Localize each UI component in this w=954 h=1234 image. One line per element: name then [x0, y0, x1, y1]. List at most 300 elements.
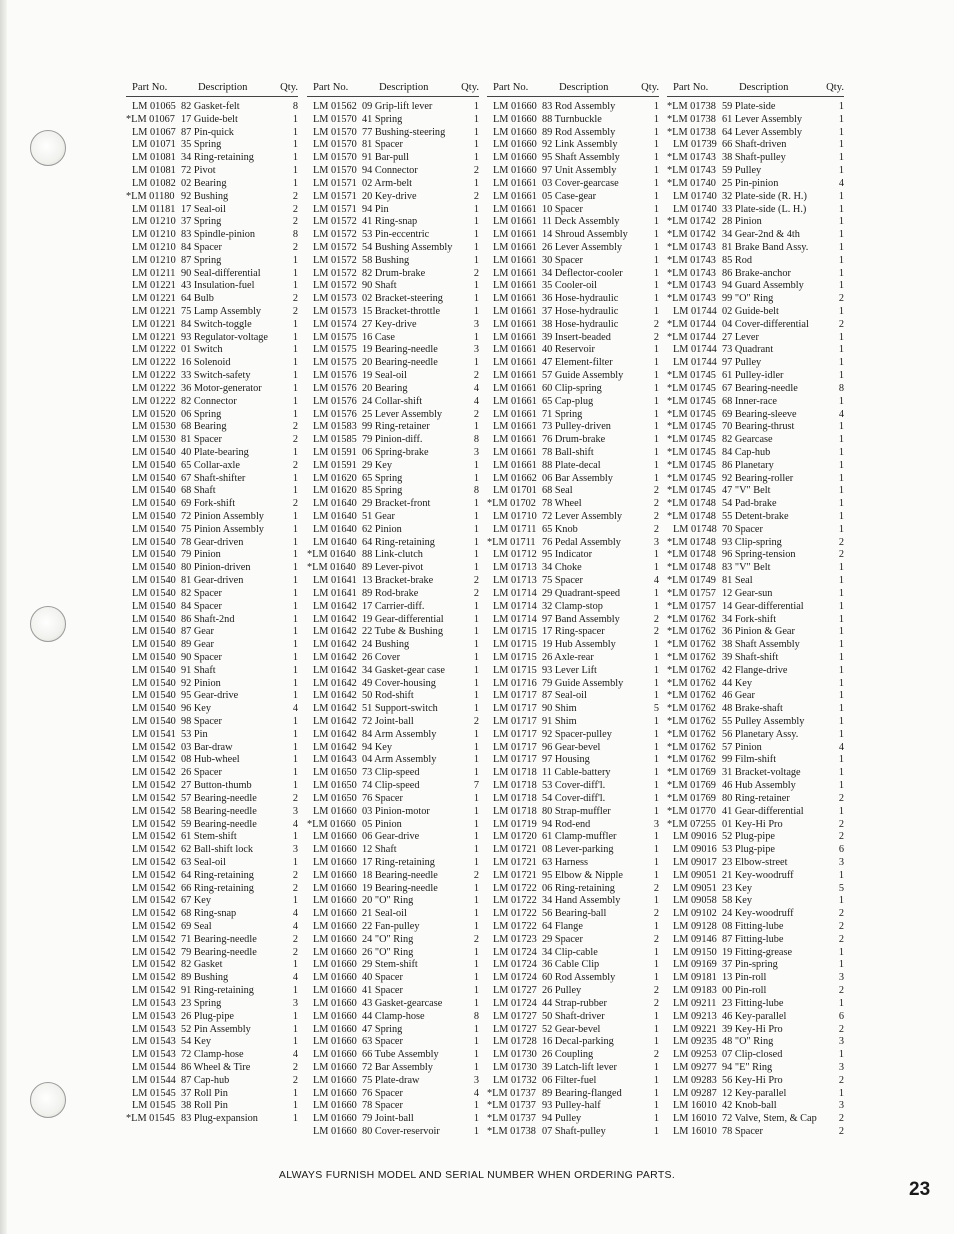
part-number: LM 01723 [493, 933, 537, 945]
part-quantity: 1 [838, 254, 844, 266]
part-row [307, 165, 479, 178]
part-row [487, 895, 659, 908]
part-row [307, 575, 479, 588]
part-row [307, 793, 479, 806]
part-quantity: 2 [292, 421, 298, 433]
part-number: *LM 01545 [126, 1113, 175, 1125]
part-quantity: 1 [473, 613, 479, 625]
part-number: LM 01715 [493, 626, 537, 638]
part-description: 73 Clip-speed [362, 767, 420, 779]
part-row [126, 396, 298, 409]
part-row [667, 614, 844, 627]
part-description: 83 Spindle-pinion [181, 229, 256, 241]
part-description: 74 Clip-speed [362, 780, 420, 792]
part-row [126, 857, 298, 870]
part-quantity: 2 [473, 869, 479, 881]
part-row [487, 729, 659, 742]
part-description: 79 Guide Assembly [542, 677, 624, 689]
part-quantity: 1 [838, 126, 844, 138]
part-quantity: 1 [838, 280, 844, 292]
part-row [126, 152, 298, 165]
part-row [126, 588, 298, 601]
part-description: 50 Shaft-driver [542, 1010, 605, 1022]
part-quantity: 1 [292, 113, 298, 125]
part-number: LM 01661 [493, 344, 537, 356]
part-quantity: 2 [838, 985, 844, 997]
part-number: LM 01718 [493, 805, 537, 817]
part-description: 83 Plug-expansion [181, 1113, 258, 1125]
part-quantity: 1 [473, 985, 479, 997]
part-number: LM 01716 [493, 677, 537, 689]
part-description: 68 Ring-snap [181, 908, 237, 920]
part-description: 53 Plug-pipe [722, 844, 775, 856]
part-row [126, 127, 298, 140]
part-row [487, 473, 659, 486]
part-number: LM 01530 [132, 421, 176, 433]
part-number: LM 01574 [313, 318, 357, 330]
part-number: LM 01714 [493, 600, 537, 612]
part-quantity: 1 [838, 754, 844, 766]
part-number: LM 01542 [132, 946, 176, 958]
part-row [307, 409, 479, 422]
part-quantity: 1 [838, 959, 844, 971]
part-quantity: 1 [292, 600, 298, 612]
part-number: *LM 01743 [667, 280, 716, 292]
part-description: 15 Bracket-throttle [362, 306, 441, 317]
part-description: 80 Strap-muffler [542, 805, 611, 817]
part-quantity: 1 [838, 446, 844, 458]
part-quantity: 1 [473, 651, 479, 663]
part-description: 04 Arm Assembly [362, 754, 437, 766]
part-number: LM 01724 [493, 946, 537, 958]
part-quantity: 1 [653, 856, 659, 868]
part-row [126, 485, 298, 498]
part-quantity: 1 [838, 869, 844, 881]
part-row [126, 831, 298, 844]
part-description: 97 Band Assembly [542, 613, 620, 625]
part-row [667, 511, 844, 524]
part-quantity: 2 [292, 1074, 298, 1086]
part-number: LM 09102 [673, 908, 717, 920]
part-number: *LM 01743 [667, 241, 716, 253]
part-description: 99 Ring-retainer [362, 421, 430, 433]
part-row [487, 332, 659, 345]
part-quantity: 1 [473, 536, 479, 548]
part-description: 18 Bearing-needle [362, 869, 438, 881]
part-number: LM 01661 [493, 190, 537, 202]
part-row [667, 280, 844, 293]
part-description: 42 Knob-ball [722, 1100, 777, 1112]
part-description: 67 Bearing-needle [722, 382, 798, 394]
part-number: *LM 01738 [487, 1126, 536, 1137]
part-quantity: 1 [292, 1100, 298, 1112]
part-quantity: 1 [292, 575, 298, 587]
part-row [487, 908, 659, 921]
part-description: 88 Link-clutch [362, 549, 423, 561]
part-number: LM 01540 [132, 472, 176, 484]
part-quantity: 1 [292, 126, 298, 138]
part-number: LM 01717 [493, 728, 537, 740]
part-row [126, 268, 298, 281]
part-description: 51 Gear [362, 511, 395, 522]
part-description: 82 Gearcase [722, 434, 773, 446]
part-quantity: 1 [838, 485, 844, 497]
part-quantity: 1 [838, 459, 844, 471]
part-row [487, 1024, 659, 1037]
part-quantity: 1 [838, 498, 844, 510]
part-quantity: 1 [292, 344, 298, 356]
part-description: 19 Fitting-grease [722, 946, 793, 958]
part-quantity: 1 [838, 587, 844, 599]
part-row [307, 959, 479, 972]
part-quantity: 3 [473, 1074, 479, 1086]
part-number: LM 01222 [132, 395, 176, 407]
part-quantity: 1 [473, 113, 479, 125]
part-row [307, 293, 479, 306]
part-description: 29 Key [362, 459, 393, 471]
part-description: 02 Bearing [181, 177, 227, 189]
part-description: 82 Gasket-felt [181, 101, 240, 112]
part-row [667, 191, 844, 204]
part-description: 77 Bushing-steering [362, 126, 446, 138]
part-number: LM 01562 [313, 101, 357, 112]
part-number: LM 01717 [493, 703, 537, 715]
part-row [307, 101, 479, 114]
part-description: 72 Lever Assembly [542, 511, 623, 522]
part-description: 72 Bar Assembly [362, 1061, 433, 1073]
part-number: *LM 01762 [667, 690, 716, 702]
part-description: 31 Bracket-voltage [722, 767, 801, 779]
part-row [126, 549, 298, 562]
part-row [126, 793, 298, 806]
part-number: LM 01570 [313, 113, 357, 125]
part-number: LM 01542 [132, 818, 176, 830]
part-row [126, 639, 298, 652]
part-number: LM 01221 [132, 306, 176, 317]
part-description: 42 Flange-drive [722, 664, 788, 676]
part-number: LM 01543 [132, 1023, 176, 1035]
part-quantity: 2 [838, 293, 844, 305]
part-description: 82 Spacer [181, 587, 222, 599]
part-quantity: 1 [838, 1087, 844, 1099]
part-quantity: 1 [838, 997, 844, 1009]
part-description: 66 Shaft-driven [722, 139, 787, 151]
part-description: 44 Strap-rubber [542, 997, 607, 1009]
part-description: 68 Bearing [181, 421, 227, 433]
part-description: 27 Lever [722, 331, 759, 343]
part-description: 40 Spacer [362, 972, 403, 984]
part-quantity: 8 [292, 229, 298, 241]
part-quantity: 1 [653, 216, 659, 228]
part-row [126, 473, 298, 486]
part-description: 96 Spring-tension [722, 549, 796, 561]
ordering-note: ALWAYS FURNISH MODEL AND SERIAL NUMBER WHEN ORDERING PARTS. [278, 1169, 676, 1181]
part-quantity: 3 [292, 844, 298, 856]
part-description: 39 Latch-lift lever [542, 1061, 617, 1073]
part-quantity: 3 [292, 805, 298, 817]
part-row [487, 409, 659, 422]
part-description: 79 Joint-ball [362, 1113, 414, 1125]
part-quantity: 1 [473, 1036, 479, 1048]
part-number: LM 01572 [313, 229, 357, 241]
part-description: 64 Bulb [181, 293, 214, 305]
part-number: *LM 01745 [667, 434, 716, 446]
part-description: 68 Seal [542, 485, 573, 497]
part-quantity: 1 [473, 626, 479, 638]
part-description: 71 Bearing-needle [181, 933, 257, 945]
part-quantity: 1 [838, 575, 844, 587]
part-row [667, 421, 844, 434]
part-number: *LM 01762 [667, 613, 716, 625]
part-description: 05 Pinion [362, 818, 402, 830]
part-quantity: 1 [292, 562, 298, 574]
part-number: LM 01730 [493, 1061, 537, 1073]
part-quantity: 1 [292, 831, 298, 843]
part-quantity: 2 [838, 921, 844, 932]
part-description: 24 "O" Ring [362, 933, 414, 945]
part-row [126, 1100, 298, 1113]
part-number: LM 01570 [313, 126, 357, 138]
part-quantity: 1 [838, 216, 844, 228]
part-row [126, 985, 298, 998]
part-row [487, 421, 659, 434]
part-quantity: 1 [653, 101, 659, 112]
part-description: 26 Plug-pipe [181, 1010, 234, 1022]
part-number: LM 01661 [493, 434, 537, 446]
part-description: 03 Pinion-motor [362, 805, 430, 817]
part-quantity: 2 [292, 241, 298, 253]
part-number: LM 01660 [313, 972, 357, 984]
part-number: LM 01575 [313, 344, 357, 356]
part-row [307, 191, 479, 204]
part-row [126, 460, 298, 473]
part-number: LM 01661 [493, 357, 537, 369]
part-row [487, 1062, 659, 1075]
part-row [487, 524, 659, 537]
part-description: 86 Wheel & Tire [181, 1061, 251, 1073]
part-description: 50 Rod-shift [362, 690, 414, 702]
part-row [126, 447, 298, 460]
part-description: 79 Pinion [181, 549, 221, 561]
part-row [487, 806, 659, 819]
part-description: 66 Ring-retaining [181, 882, 254, 894]
part-description: 94 Pulley [542, 1113, 582, 1125]
part-description: 87 Pin-quick [181, 126, 234, 138]
part-number: LM 01721 [493, 844, 537, 856]
part-row [667, 549, 844, 562]
part-quantity: 1 [653, 241, 659, 253]
part-number: LM 01570 [313, 139, 357, 151]
part-number: LM 01640 [313, 498, 357, 510]
part-description: 84 Spacer [181, 241, 222, 253]
part-row [667, 793, 844, 806]
part-number: LM 01712 [493, 549, 537, 561]
part-description: 08 Hub-wheel [181, 754, 240, 766]
part-number: *LM 01660 [307, 818, 356, 830]
part-description: 26 Pulley [542, 985, 582, 997]
part-row [487, 1036, 659, 1049]
part-quantity: 1 [473, 972, 479, 984]
part-quantity: 1 [473, 600, 479, 612]
part-description: 96 Gear-bevel [542, 741, 601, 753]
part-row [307, 216, 479, 229]
part-description: 89 Bearing-flanged [542, 1087, 622, 1099]
part-row [487, 742, 659, 755]
part-number: *LM 01757 [667, 587, 716, 599]
part-row [126, 665, 298, 678]
part-number: LM 01221 [132, 331, 176, 343]
part-row [307, 152, 479, 165]
part-number: LM 01722 [493, 895, 537, 907]
part-row [126, 280, 298, 293]
part-row [667, 742, 844, 755]
part-number: LM 01540 [132, 690, 176, 702]
part-quantity: 1 [473, 254, 479, 266]
part-row [667, 1100, 844, 1113]
part-description: 37 Roll Pin [181, 1087, 228, 1099]
part-description: 92 Link Assembly [542, 139, 618, 151]
part-row [307, 652, 479, 665]
part-number: LM 01642 [313, 728, 357, 740]
part-description: 29 Quadrant-speed [542, 587, 621, 599]
part-quantity: 1 [473, 805, 479, 817]
part-description: 38 Roll Pin [181, 1100, 228, 1112]
part-quantity: 4 [473, 395, 479, 407]
part-quantity: 3 [838, 1061, 844, 1073]
part-row [307, 614, 479, 627]
part-description: 07 Clip-closed [722, 1049, 783, 1061]
part-quantity: 1 [473, 844, 479, 856]
part-description: 82 Drum-brake [362, 267, 426, 279]
part-row [126, 1036, 298, 1049]
part-quantity: 3 [473, 446, 479, 458]
part-number: LM 01540 [132, 716, 176, 727]
part-quantity: 1 [473, 549, 479, 561]
part-number: LM 01715 [493, 664, 537, 676]
part-quantity: 1 [473, 331, 479, 343]
part-description: 14 Shroud Assembly [542, 229, 628, 241]
part-number: LM 01715 [493, 639, 537, 651]
part-quantity: 1 [473, 959, 479, 971]
part-row [126, 204, 298, 217]
part-row [126, 703, 298, 716]
part-quantity: 2 [292, 498, 298, 510]
part-number: LM 01717 [493, 754, 537, 766]
part-description: 75 Spacer [542, 575, 583, 587]
part-quantity: 1 [473, 690, 479, 702]
part-description: 19 Seal-oil [362, 370, 407, 382]
part-row [126, 409, 298, 422]
part-quantity: 1 [473, 293, 479, 305]
part-description: 88 Turnbuckle [542, 113, 602, 125]
part-description: 20 Bearing-needle [362, 357, 438, 369]
part-description: 65 Knob [542, 523, 578, 535]
part-row [126, 767, 298, 780]
part-description: 44 Key [722, 677, 753, 689]
part-description: 41 Gear-differential [722, 805, 804, 817]
part-row [307, 1100, 479, 1113]
part-description: 06 Spring [181, 408, 222, 420]
part-quantity: 1 [292, 1010, 298, 1022]
part-description: 57 Bearing-needle [181, 792, 257, 804]
part-quantity: 3 [653, 818, 659, 830]
part-description: 07 Shaft-pulley [542, 1126, 606, 1137]
part-number: LM 01540 [132, 562, 176, 574]
part-quantity: 2 [653, 523, 659, 535]
part-number: LM 01640 [313, 536, 357, 548]
part-description: 33 Plate-side (L. H.) [722, 203, 807, 215]
header-part-no: Part No. [673, 82, 709, 93]
part-description: 56 Key-Hi Pro [722, 1074, 783, 1086]
part-description: 87 Fitting-lube [722, 933, 784, 945]
part-description: 90 Shaft [362, 280, 397, 292]
part-description: 93 Pulley-half [542, 1100, 601, 1112]
part-quantity: 3 [473, 344, 479, 356]
part-quantity: 1 [838, 165, 844, 177]
part-number: LM 01744 [673, 344, 717, 356]
part-number: LM 01540 [132, 549, 176, 561]
binder-hole [30, 1082, 66, 1118]
part-row [487, 562, 659, 575]
part-number: LM 01221 [132, 293, 176, 305]
part-row [487, 959, 659, 972]
part-number: LM 01642 [313, 664, 357, 676]
part-quantity: 1 [653, 562, 659, 574]
part-description: 54 Cover-diff'l. [542, 792, 606, 804]
part-row [307, 229, 479, 242]
part-quantity: 4 [473, 1087, 479, 1099]
part-number: LM 01620 [313, 472, 357, 484]
part-quantity: 1 [473, 856, 479, 868]
part-description: 59 Pulley [722, 165, 762, 177]
part-description: 69 Seal [181, 921, 212, 932]
part-description: 96 Key [181, 703, 212, 715]
part-row [667, 575, 844, 588]
part-quantity: 1 [653, 754, 659, 766]
part-quantity: 1 [838, 895, 844, 907]
part-description: 01 Switch [181, 344, 223, 356]
part-quantity: 4 [653, 575, 659, 587]
part-description: 87 Gear [181, 626, 214, 638]
part-row [307, 562, 479, 575]
part-description: 34 Gear-2nd & 4th [722, 229, 800, 241]
part-row [667, 1024, 844, 1037]
part-quantity: 1 [292, 485, 298, 497]
part-number: LM 01661 [493, 306, 537, 317]
part-number: *LM 01743 [667, 267, 716, 279]
part-number: LM 01722 [493, 882, 537, 894]
part-description: 72 Pivot [181, 165, 216, 177]
part-row [487, 255, 659, 268]
header-description: Description [198, 82, 248, 93]
part-number: LM 01576 [313, 395, 357, 407]
header-qty: Qty. [280, 82, 298, 93]
part-description: 20 "O" Ring [362, 895, 414, 907]
part-row [487, 614, 659, 627]
part-row [487, 1011, 659, 1024]
part-row [667, 268, 844, 281]
part-description: 38 Hose-hydraulic [542, 318, 619, 330]
part-quantity: 1 [653, 946, 659, 958]
part-number: LM 09183 [673, 985, 717, 997]
part-number: *LM 01640 [307, 562, 356, 574]
part-number: LM 01545 [132, 1087, 176, 1099]
part-number: *LM 01738 [667, 126, 716, 138]
part-quantity: 1 [473, 523, 479, 535]
part-description: 98 Spacer [181, 716, 222, 727]
part-row [307, 716, 479, 729]
part-description: 83 "V" Belt [722, 562, 771, 574]
